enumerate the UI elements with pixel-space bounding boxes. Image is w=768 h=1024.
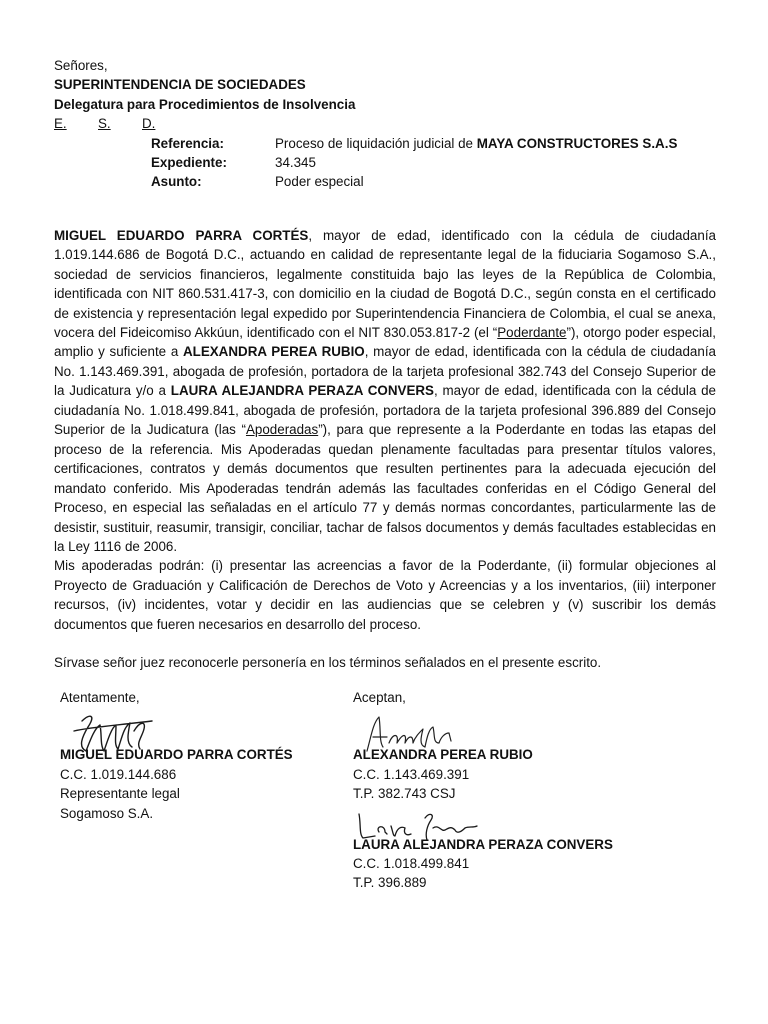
esd-e: E.	[54, 116, 67, 132]
esd-d: D.	[142, 116, 156, 132]
signer-name-miguel: MIGUEL EDUARDO PARRA CORTÉS	[60, 747, 293, 763]
asunto-value: Poder especial	[275, 174, 364, 190]
expediente-row	[54, 153, 716, 172]
signer-tp-alexandra: T.P. 382.743 CSJ	[353, 786, 456, 802]
signer-tp-laura: T.P. 396.889	[353, 875, 427, 891]
signature-area	[60, 688, 720, 918]
asunto-label: Asunto:	[151, 174, 202, 190]
document-page	[54, 56, 716, 673]
signer-role-miguel: Representante legal	[60, 786, 180, 802]
signer-name-laura: LAURA ALEJANDRA PERAZA CONVERS	[353, 836, 613, 852]
signature-right	[353, 688, 713, 893]
signer-company-miguel: Sogamoso S.A.	[60, 805, 154, 821]
asunto-row	[54, 172, 716, 191]
paragraph-3: Sírvase señor juez reconocerle personería en los términos señalados en el presente escrito.	[54, 655, 602, 671]
recipient-delegation: Delegatura para Procedimientos de Insolvencia	[54, 96, 356, 112]
signer-id-laura: C.C. 1.018.499.841	[353, 855, 470, 871]
esd-s: S.	[98, 116, 111, 132]
reference-label: Referencia:	[151, 135, 224, 151]
esd-line	[54, 114, 716, 133]
closing-left: Atentamente,	[60, 690, 140, 705]
expediente-value: 34.345	[275, 154, 316, 170]
paragraph-1: MIGUEL EDUARDO PARRA CORTÉS, mayor de edad, identificado con la cédula de ciudadanía 1.019.144.686 de Bogotá D.C., actuando en calidad de representante legal de la fiduciaria Sogamoso S.A., sociedad de servicios financieros, legalmente constituida bajo las leyes de la República de Colombia, identificada con NIT 860.531.417-3, con domicilio en la ciudad de Bogotá D.C., según consta en el certificado de existencia y representación legal expedido por Superintendencia Financiera de Colombia, el cual se anexa, vocera del Fideicomiso Akkúun, identificado con el NIT 830.053.817-2 (el “Poderdante”), otorgo poder especial, amplio y suficiente a ALEXANDRA PEREA RUBIO, mayor de edad, identificada con la cédula de ciudadanía No. 1.143.469.391, abogada de profesión, portadora de la tarjeta profesional 382.743 del Consejo Superior de la Judicatura y/o a LAURA ALEJANDRA PERAZA CONVERS, mayor de edad, identificada con la cédula de ciudadanía No. 1.018.499.841, abogada de profesión, portadora de la tarjeta profesional 396.889 del Consejo Superior de la Judicatura (las “Apoderadas”), para que represente a la Poderdante en todas las etapas del proceso de la referencia. Mis Apoderadas quedan plenamente facultadas para presentar títulos valores, certificaciones, contratos y demás documentos que resulten pertinentes para la adecuada ejecución del mandato conferido. Mis Apoderadas tendrán además las facultades conferidas en el Código General del Proceso, en especial las señaladas en el artículo 77 y demás normas concordantes, particularmente las de desistir, sustituir, reasumir, transigir, conciliar, tachar de falsos documentos y demás facultades establecidas en la Ley 1116 de 2006.	[54, 227, 716, 554]
greeting: Señores,	[54, 58, 108, 73]
closing-right: Aceptan,	[353, 690, 406, 705]
reference-row	[54, 134, 716, 153]
signature-left	[60, 688, 340, 823]
paragraph-2: Mis apoderadas podrán: (i) presentar las acreencias a favor de la Poderdante, (ii) formular objeciones al Proyecto de Graduación y Calificación de Derechos de Voto y Acreencias y a los inventarios, (iii) interponer recursos, (iv) incidentes, votar y decidir en las audiencias que se celebren y (v) suscribir los demás documentos que fueren necesarios en desarrollo del proceso.	[54, 558, 716, 632]
signer-id-miguel: C.C. 1.019.144.686	[60, 766, 177, 782]
recipient-entity: SUPERINTENDENCIA DE SOCIEDADES	[54, 77, 306, 93]
expediente-label: Expediente:	[151, 154, 227, 170]
reference-value: Proceso de liquidación judicial de MAYA CONSTRUCTORES S.A.S	[275, 135, 678, 151]
signer-id-alexandra: C.C. 1.143.469.391	[353, 766, 470, 782]
body-text	[54, 226, 716, 673]
signer-name-alexandra: ALEXANDRA PEREA RUBIO	[353, 747, 533, 763]
